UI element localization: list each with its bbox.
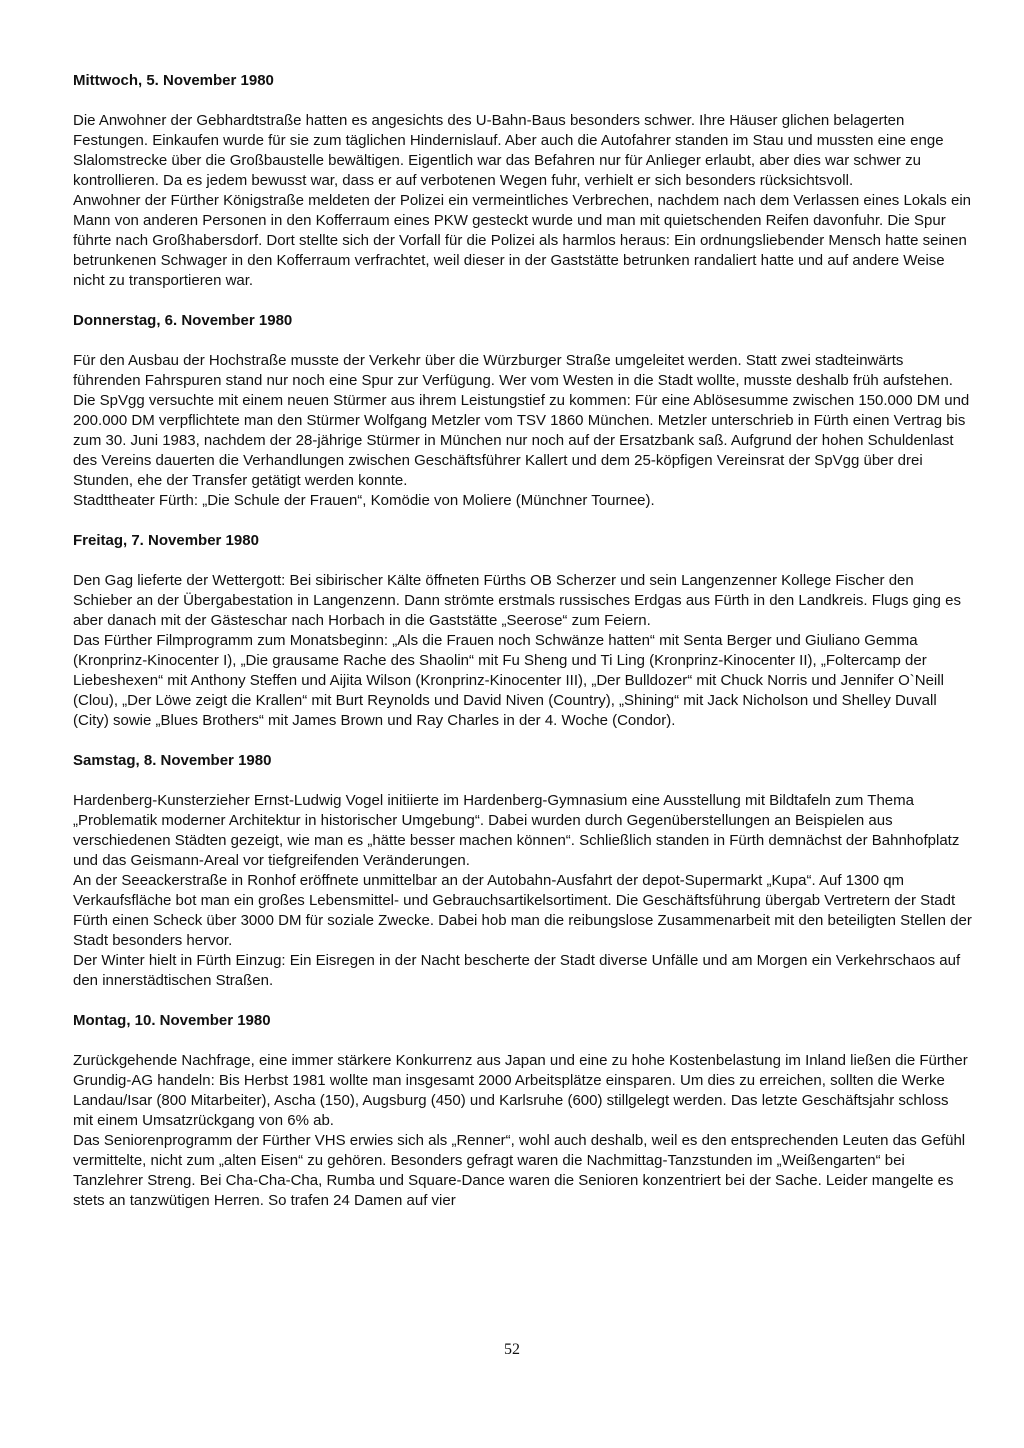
section-paragraph: Die SpVgg versuchte mit einem neuen Stürmer aus ihrem Leistungstief zu kommen: Für eine Ablösesumme zwischen 150.000 DM und 200.000 DM verpflichtete man den Stürmer Wolfgang Metzler vom TSV 1860 München. Metzler unterschrieb in Fürth einen Vertrag bis zum 30. Juni 1983, nachdem der 28-jährige Stürmer in München nur noch auf der Ersatzbank saß. Aufgrund der hohen Schuldenlast des Vereins dauerten die Verhandlungen zwischen Geschäftsführer Kallert und dem 25-köpfigen Vereinsrat der SpVgg über drei Stunden, ehe der Transfer getätigt werden konnte. bbox=[73, 392, 970, 489]
section-paragraph: Anwohner der Fürther Königstraße meldeten der Polizei ein vermeintliches Verbrechen, nachdem nach dem Verlassen eines Lokals ein Mann von anderen Personen in den Kofferraum eines PKW gesteckt wurde und man mit quietschenden Reifen davonfuhr. Die Spur führte nach Großhabersdorf. Dort stellte sich der Vorfall für die Polizei als harmlos heraus: Ein ordnungsliebender Mensch hatte seinen betrunkenen Schwager in den Kofferraum verfrachtet, weil dieser in der Gaststätte betrunken randaliert hatte und auf andere Weise nicht zu transportieren war. bbox=[73, 192, 971, 289]
section-paragraph: Hardenberg-Kunsterzieher Ernst-Ludwig Vogel initiierte im Hardenberg-Gymnasium eine Ausstellung mit Bildtafeln zum Thema „Problematik moderner Architektur in historischer Umgebung“. Dabei wurden durch Gegenüberstellungen an Beispielen aus verschiedenen Städten gezeigt, wie man es „hätte besser machen können“. Schließlich standen in Fürth demnächst der Bahnhofplatz und das Geismann-Areal vor tiefgreifenden Veränderungen. bbox=[73, 792, 960, 869]
section-paragraph: Stadttheater Fürth: „Die Schule der Frauen“, Komödie von Moliere (Münchner Tournee). bbox=[73, 492, 655, 509]
section-paragraph: Das Seniorenprogramm der Fürther VHS erwies sich als „Renner“, wohl auch deshalb, weil es den entsprechenden Leuten das Gefühl vermittelte, nicht zum „alten Eisen“ zu gehören. Besonders gefragt waren die Nachmittag-Tanzstunden im „Weißengarten“ bei Tanzlehrer Streng. Bei Cha-Cha-Cha, Rumba und Square-Dance waren die Senioren konzentriert bei der Sache. Leider mangelte es stets an tanzwütigen Herren. So trafen 24 Damen auf vier bbox=[73, 1132, 966, 1209]
section-montag-10-november bbox=[73, 1011, 972, 1211]
section-paragraph: Den Gag lieferte der Wettergott: Bei sibirischer Kälte öffneten Fürths OB Scherzer und sein Langenzenner Kollege Fischer den Schieber an der Übergabestation in Langenzenn. Dann strömte erstmals russisches Erdgas aus Fürth in den Landkreis. Flugs ging es aber danach mit der Gästeschar nach Horbach in die Gaststätte „Seerose“ zum Feiern. bbox=[73, 572, 961, 629]
section-freitag-7-november bbox=[73, 531, 972, 731]
section-paragraph: Zurückgehende Nachfrage, eine immer stärkere Konkurrenz aus Japan und eine zu hohe Kostenbelastung im Inland ließen die Fürther Grundig-AG handeln: Bis Herbst 1981 wollte man insgesamt 2000 Arbeitsplätze einsparen. Um dies zu erreichen, sollten die Werke Landau/Isar (800 Mitarbeiter), Ascha (150), Augsburg (450) und Karlsruhe (600) stillgelegt werden. Das letzte Geschäftsjahr schloss mit einem Umsatzrückgang von 6% ab. bbox=[73, 1052, 968, 1129]
section-mittwoch-5-november bbox=[73, 71, 972, 291]
section-heading-date: Montag, 10. November 1980 bbox=[73, 1012, 271, 1029]
page-number: 52 bbox=[504, 1341, 520, 1358]
section-heading-date: Samstag, 8. November 1980 bbox=[73, 752, 272, 769]
section-heading-date: Freitag, 7. November 1980 bbox=[73, 532, 259, 549]
section-donnerstag-6-november bbox=[73, 311, 972, 511]
section-paragraph: Der Winter hielt in Fürth Einzug: Ein Eisregen in der Nacht bescherte der Stadt diverse Unfälle und am Morgen ein Verkehrschaos auf den innerstädtischen Straßen. bbox=[73, 952, 961, 989]
section-heading-date: Mittwoch, 5. November 1980 bbox=[73, 72, 274, 89]
section-paragraph: Für den Ausbau der Hochstraße musste der Verkehr über die Würzburger Straße umgeleitet werden. Statt zwei stadteinwärts führenden Fahrspuren stand nur noch eine Spur zur Verfügung. Wer vom Westen in die Stadt wollte, musste deshalb früh aufstehen. bbox=[73, 352, 953, 389]
document-page bbox=[73, 71, 972, 1211]
section-paragraph: An der Seeackerstraße in Ronhof eröffnete unmittelbar an der Autobahn-Ausfahrt der depot-Supermarkt „Kupa“. Auf 1300 qm Verkaufsfläche bot man ein großes Lebensmittel- und Gebrauchsartikelsortiment. Die Geschäftsführung übergab Vertretern der Stadt Fürth einen Scheck über 3000 DM für soziale Zwecke. Dabei hob man die reibungslose Zusammenarbeit mit den beteiligten Stellen der Stadt besonders hervor. bbox=[73, 872, 972, 949]
section-paragraph: Das Fürther Filmprogramm zum Monatsbeginn: „Als die Frauen noch Schwänze hatten“ mit Senta Berger und Giuliano Gemma (Kronprinz-Kinocenter I), „Die grausame Rache des Shaolin“ mit Fu Sheng und Ti Ling (Kronprinz-Kinocenter II), „Foltercamp der Liebeshexen“ mit Anthony Steffen und Aijita Wilson (Kronprinz-Kinocenter III), „Der Bulldozer“ mit Chuck Norris und Jennifer O`Neill (Clou), „Der Löwe zeigt die Krallen“ mit Burt Reynolds und David Niven (Country), „Shining“ mit Jack Nicholson und Shelley Duvall (City) sowie „Blues Brothers“ mit James Brown und Ray Charles in der 4. Woche (Condor). bbox=[73, 632, 944, 729]
section-heading-date: Donnerstag, 6. November 1980 bbox=[73, 312, 293, 329]
section-samstag-8-november bbox=[73, 751, 972, 991]
section-paragraph: Die Anwohner der Gebhardtstraße hatten es angesichts des U-Bahn-Baus besonders schwer. Ihre Häuser glichen belagerten Festungen. Einkaufen wurde für sie zum täglichen Hindernislauf. Aber auch die Autofahrer standen im Stau und mussten eine enge Slalomstrecke über die Großbaustelle bewältigen. Eigentlich war das Befahren nur für Anlieger erlaubt, aber dies war schwer zu kontrollieren. Da es jedem bewusst war, dass er auf verbotenen Wegen fuhr, verhielt er sich besonders rücksichtsvoll. bbox=[73, 112, 944, 189]
